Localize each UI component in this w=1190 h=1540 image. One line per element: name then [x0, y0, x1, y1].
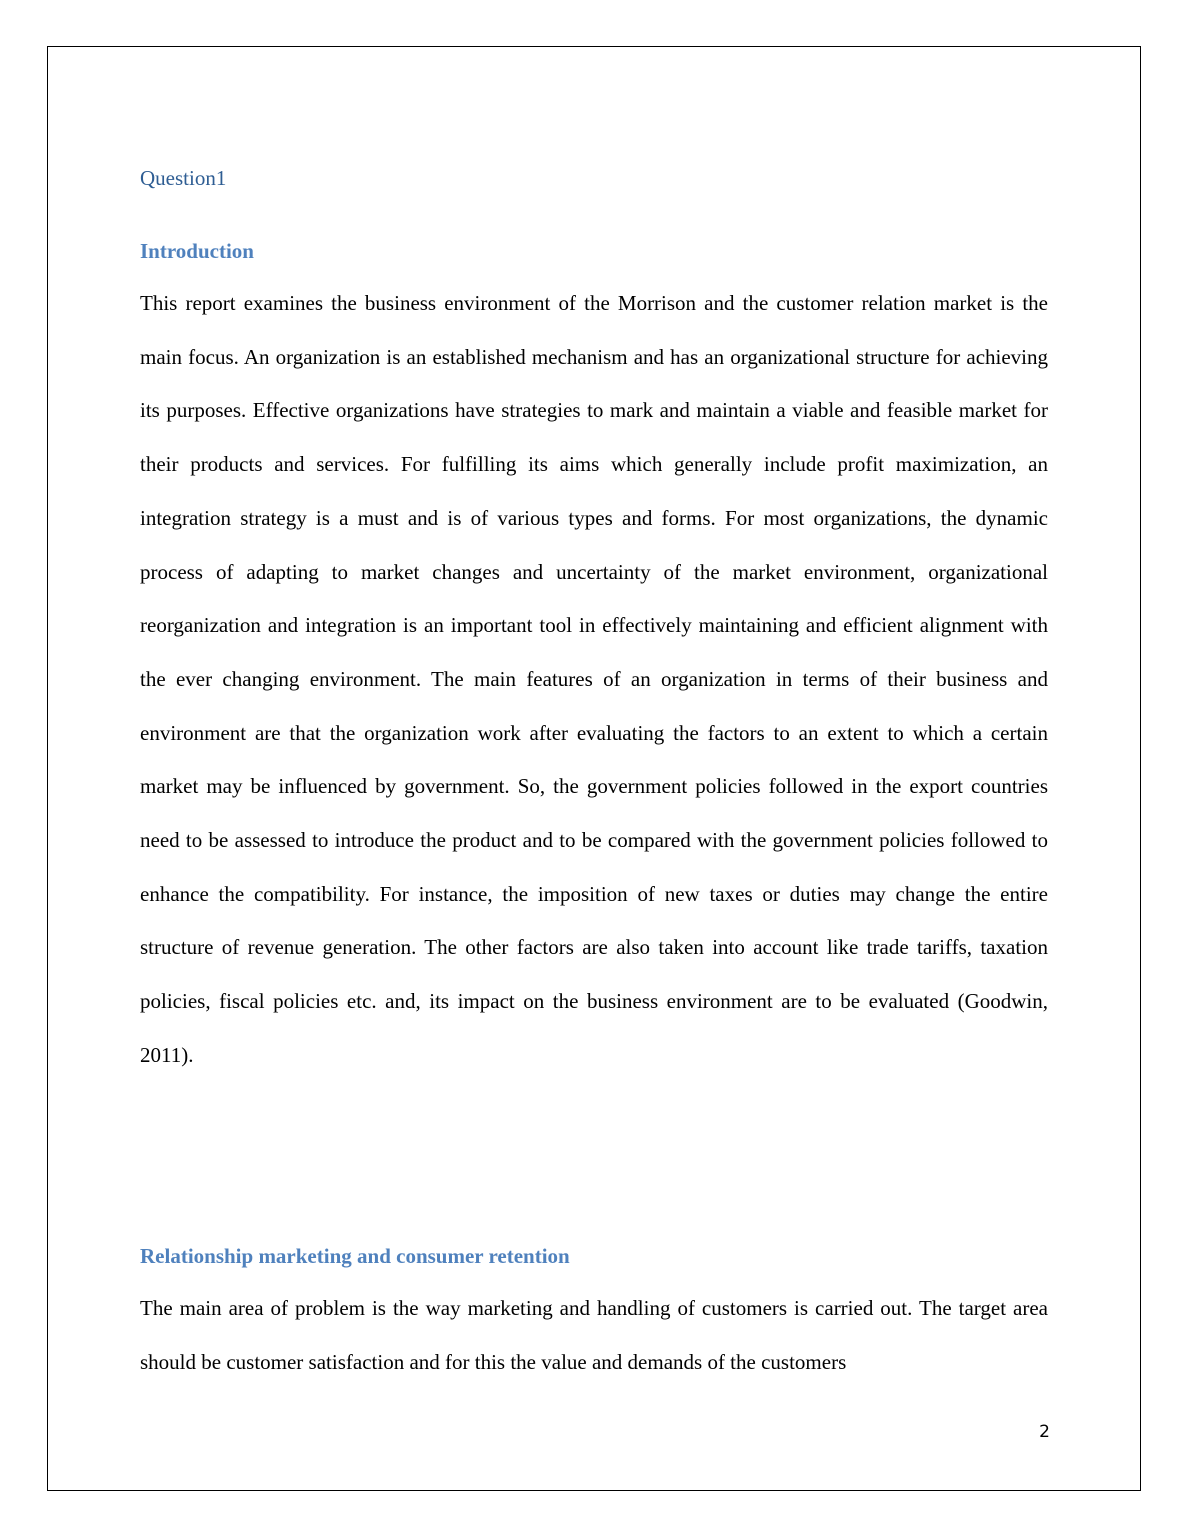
page-number: 2 — [1039, 1422, 1050, 1442]
section-paragraph-introduction: This report examines the business environment of the Morrison and the customer relation market is the main focus. An organization is an established mechanism and has an organizational structure for achieving its purposes. Effective organizations have strategies to mark and maintain a viable and feasible market for their products and services. For fulfilling its aims which generally include profit maximization, an integration strategy is a must and is of various types and forms. For most organizations, the dynamic process of adapting to market changes and uncertainty of the market environment, organizational reorganization and integration is an important tool in effectively maintaining and efficient alignment with the ever changing environment. The main features of an organization in terms of their business and environment are that the organization work after evaluating the factors to an extent to which a certain market may be influenced by government. So, the government policies followed in the export countries need to be assessed to introduce the product and to be compared with the government policies followed to enhance the compatibility. For instance, the imposition of new taxes or duties may change the entire structure of revenue generation. The other factors are also taken into account like trade tariffs, taxation policies, fiscal policies etc. and, its impact on the business environment are to be evaluated (Goodwin, 2011). — [140, 291, 1048, 1067]
question-title: Question1 — [140, 166, 227, 190]
section-paragraph-relationship-marketing: The main area of problem is the way marketing and handling of customers is carried out. The target area should be customer satisfaction and for this the value and demands of the customers — [140, 1296, 1048, 1374]
section-heading-introduction: Introduction — [140, 239, 254, 263]
section-heading-relationship-marketing: Relationship marketing and consumer retention — [140, 1244, 570, 1268]
